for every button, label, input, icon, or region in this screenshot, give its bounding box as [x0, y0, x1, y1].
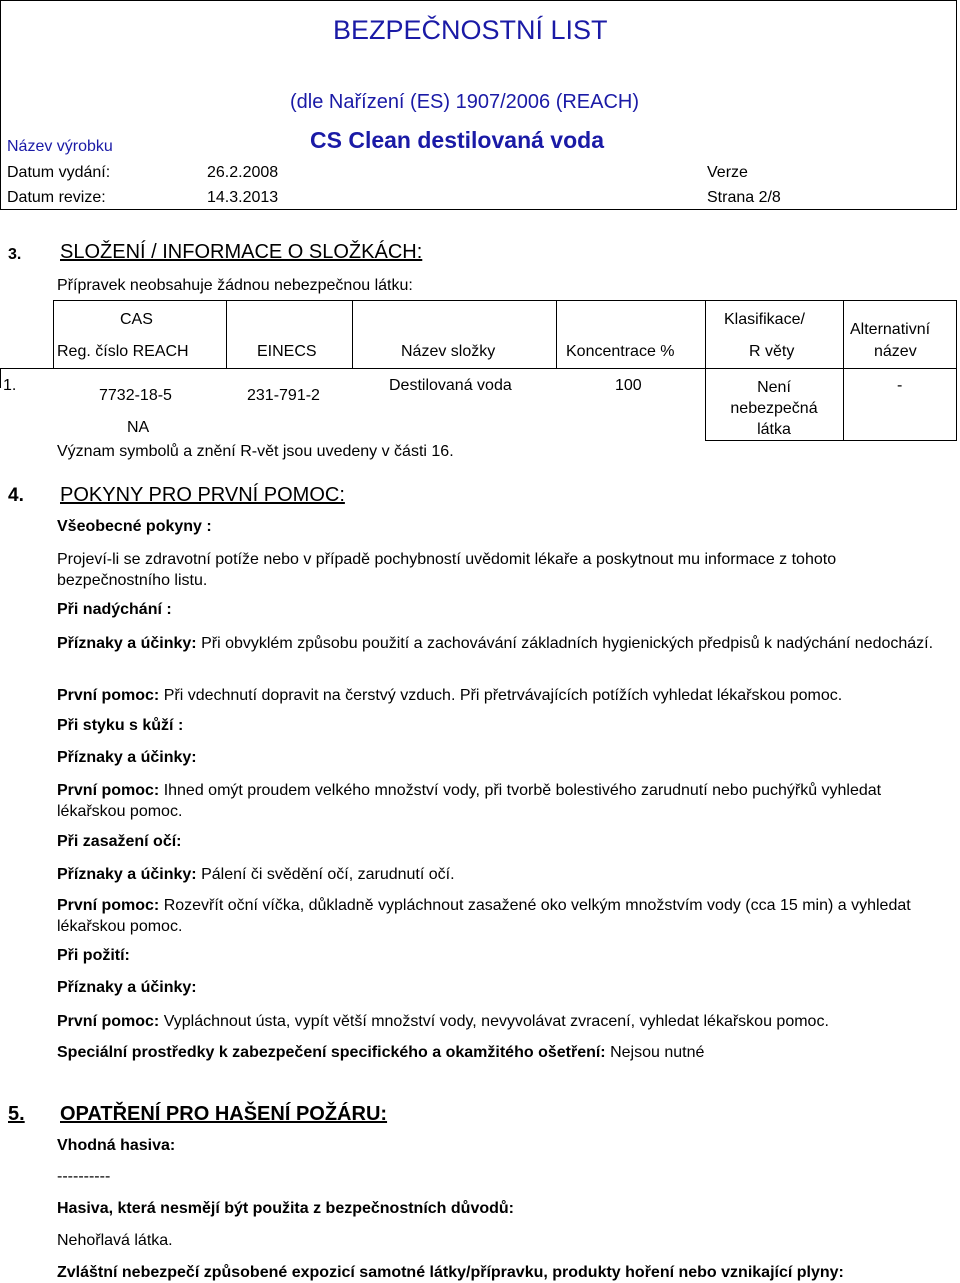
- symptoms-label: Příznaky a účinky:: [57, 635, 197, 652]
- section4-number: 4.: [8, 485, 24, 506]
- eyes-symptoms: [57, 864, 947, 885]
- section3-note: Význam symbolů a znění R-vět jsou uvedeny v části 16.: [57, 443, 454, 460]
- suitable-label: Vhodná hasiva:: [57, 1137, 176, 1154]
- skin-aid-text: Ihned omýt proudem velkého množství vody, při tvorbě bolestivého zarudnutí nebo puchýřků vyhledat lékařskou pomoc.: [57, 782, 882, 820]
- row-classification: Není nebezpečná látka: [730, 379, 818, 438]
- section3-number: 3.: [8, 246, 22, 263]
- row-alt-name: -: [897, 377, 903, 394]
- special-treatment: [57, 1042, 947, 1063]
- special-value: Nejsou nutné: [610, 1044, 705, 1061]
- first-aid-label: První pomoc:: [57, 687, 160, 704]
- eyes-label: Při zasažení očí:: [57, 833, 182, 850]
- col-einecs: EINECS: [257, 343, 317, 360]
- eyes-aid-text: Rozevřít oční víčka, důkladně vypláchnout zasažené oko velkým množstvím vody (cca 15 min) a vyhledat lékařskou pomoc.: [57, 897, 911, 935]
- version-label: Verze: [707, 164, 748, 181]
- col-classification: Klasifikace/: [724, 311, 805, 328]
- inhalation-symptoms-text: Při obvyklém způsobu použití a zachovávání základních hygienických předpisů k nadýchání nedochází.: [201, 635, 934, 652]
- row-name: Destilovaná voda: [389, 377, 512, 394]
- issue-date-label: Datum vydání:: [7, 164, 111, 181]
- unsuitable-label: Hasiva, která nesmějí být použita z bezpečnostních důvodů:: [57, 1200, 514, 1217]
- section4-title: POKYNY PRO PRVNÍ POMOC:: [60, 484, 345, 506]
- section5-number: 5.: [8, 1103, 25, 1125]
- unsuitable-value: Nehořlavá látka.: [57, 1232, 173, 1249]
- col-name: Název složky: [401, 343, 496, 360]
- general-text: Projeví-li se zdravotní potíže nebo v případě pochybností uvědomit lékaře a poskytnout mu informace z tohoto bezpečnostního listu.: [57, 551, 837, 589]
- col-alt-name: Alternativní: [850, 321, 931, 338]
- revision-date: 14.3.2013: [207, 189, 279, 206]
- col-cas: CAS: [120, 311, 153, 328]
- general-label: Všeobecné pokyny :: [57, 518, 212, 535]
- row-cas: 7732-18-5: [99, 387, 172, 404]
- skin-first-aid: [57, 780, 937, 822]
- ingestion-label: Při požití:: [57, 947, 130, 964]
- eyes-symptoms-text: Pálení či svědění očí, zarudnutí očí.: [201, 866, 455, 883]
- section5-title: OPATŘENÍ PRO HAŠENÍ POŽÁRU:: [60, 1103, 388, 1125]
- row-einecs: 231-791-2: [247, 387, 320, 404]
- section3-intro: Přípravek neobsahuje žádnou nebezpečnou látku:: [57, 277, 413, 294]
- ingestion-first-aid: [57, 1011, 947, 1032]
- first-aid-label: První pomoc:: [57, 897, 160, 914]
- eyes-first-aid: [57, 895, 947, 937]
- special-label: Speciální prostředky k zabezpečení specifického a okamžitého ošetření:: [57, 1044, 606, 1061]
- skin-label: Při styku s kůží :: [57, 717, 184, 734]
- suitable-value: ----------: [57, 1168, 111, 1185]
- special-hazards-label: Zvláštní nebezpečí způsobené expozicí samotné látky/přípravku, produkty hoření nebo vznikající plyny:: [57, 1264, 844, 1281]
- revision-date-label: Datum revize:: [7, 189, 106, 206]
- col-reach: Reg. číslo REACH: [57, 343, 189, 360]
- row-reach: NA: [127, 419, 150, 436]
- document-title: BEZPEČNOSTNÍ LIST: [333, 15, 608, 45]
- product-name: CS Clean destilovaná voda: [310, 127, 604, 153]
- inhalation-label: Při nadýchání :: [57, 601, 172, 618]
- first-aid-label: První pomoc:: [57, 1013, 160, 1030]
- inhalation-symptoms: [57, 633, 947, 654]
- section3-title: SLOŽENÍ / INFORMACE O SLOŽKÁCH:: [60, 241, 423, 263]
- page-number: Strana 2/8: [707, 189, 781, 206]
- product-label: Název výrobku: [7, 138, 113, 155]
- skin-symptoms-label: Příznaky a účinky:: [57, 749, 197, 766]
- document-subtitle: (dle Nařízení (ES) 1907/2006 (REACH): [290, 91, 640, 113]
- row-concentration: 100: [615, 377, 642, 394]
- inhalation-first-aid: [57, 685, 947, 706]
- inhalation-aid-text: Při vdechnutí dopravit na čerstvý vzduch. Při přetrvávajících potížích vyhledat lékařskou pomoc.: [163, 687, 843, 704]
- issue-date: 26.2.2008: [207, 164, 279, 181]
- row-index: 1.: [3, 377, 17, 394]
- ingestion-aid-text: Vypláchnout ústa, vypít větší množství vody, nevyvolávat zvracení, vyhledat lékařskou pomoc.: [163, 1013, 829, 1030]
- first-aid-label: První pomoc:: [57, 782, 160, 799]
- symptoms-label: Příznaky a účinky:: [57, 866, 197, 883]
- col-alt-name-2: název: [874, 343, 917, 360]
- col-concentration: Koncentrace %: [566, 343, 675, 360]
- ingestion-symptoms-label: Příznaky a účinky:: [57, 979, 197, 996]
- col-r-phrases: R věty: [749, 343, 795, 360]
